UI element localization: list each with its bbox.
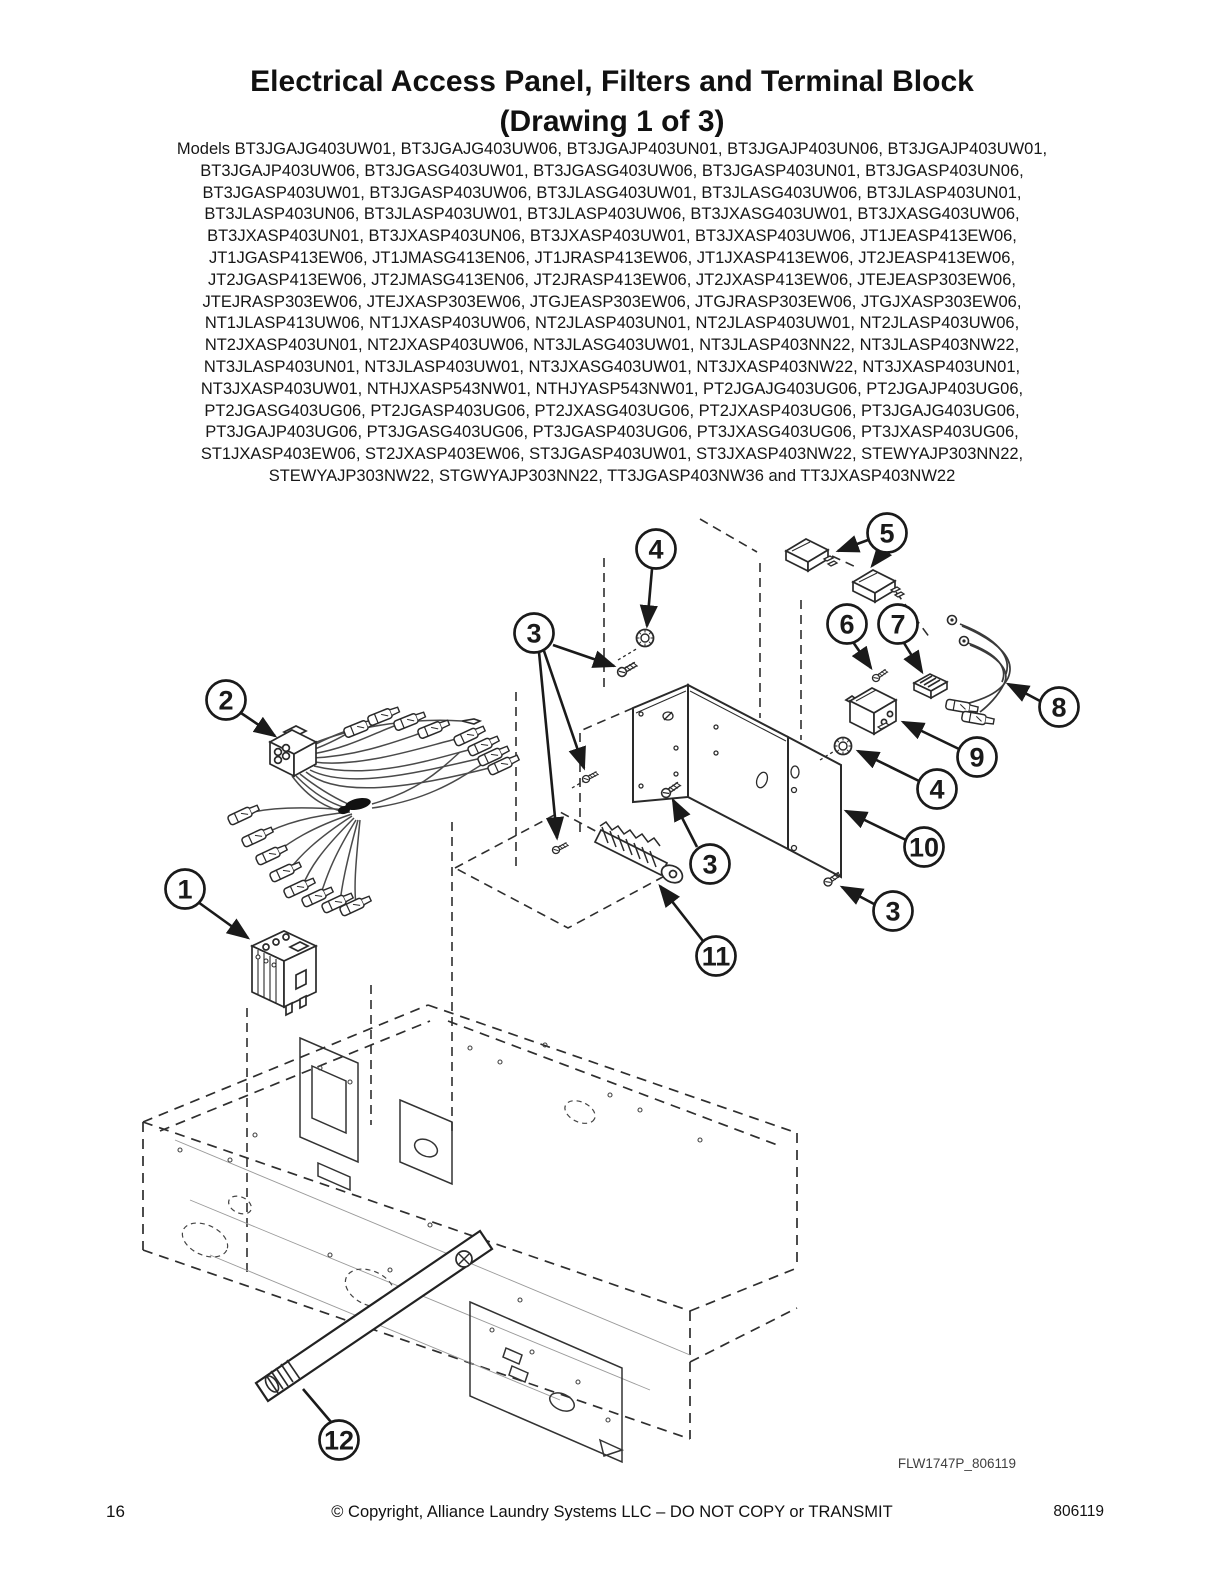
callout-7 xyxy=(879,605,918,644)
svg-text:3: 3 xyxy=(885,896,901,927)
svg-text:4: 4 xyxy=(929,774,945,805)
svg-text:10: 10 xyxy=(908,832,940,863)
jumper-wires-part xyxy=(945,616,1010,727)
power-cord-rod-part xyxy=(256,1231,492,1401)
svg-text:12: 12 xyxy=(323,1425,355,1456)
svg-text:4: 4 xyxy=(648,534,664,565)
title-line-1: Electrical Access Panel, Filters and Terminal Block xyxy=(250,65,974,98)
svg-text:7: 7 xyxy=(890,609,906,640)
models-line: NT2JXASP403UN01, NT2JXASP403UW06, NT3JLASG403UW01, NT3JLASP403NN22, NT3JLASP403NW22, xyxy=(204,336,1020,355)
models-line: JT2JGASP413EW06, JT2JMASG413EN06, JT2JRASP413EW06, JT2JXASP413EW06, JTEJEASP303EW06, xyxy=(208,270,1016,289)
models-line: BT3JXASP403UN01, BT3JXASP403UN06, BT3JXASP403UW01, BT3JXASP403UW06, JT1JEASP413EW06, xyxy=(207,227,1017,246)
harness-connector xyxy=(270,726,316,776)
models-line: JT1JGASP413EW06, JT1JMASG413EN06, JT1JRASP413EW06, JT1JXASP413EW06, JT2JEASP413EW06, xyxy=(208,248,1016,267)
svg-text:5: 5 xyxy=(879,518,895,549)
contactor-part xyxy=(252,931,316,1015)
svg-text:11: 11 xyxy=(701,941,731,972)
svg-text:9: 9 xyxy=(969,742,985,773)
callout-2 xyxy=(207,681,246,720)
callout-10 xyxy=(905,828,944,867)
line-filter-part-a xyxy=(786,539,837,571)
svg-text:3: 3 xyxy=(526,618,542,649)
models-line: JTEJRASP303EW06, JTEJXASP303EW06, JTGJEASP303EW06, JTGJRASP303EW06, JTGJXASP303EW06, xyxy=(202,292,1022,311)
svg-text:3: 3 xyxy=(702,849,718,880)
models-line: Models BT3JGAJG403UW01, BT3JGAJG403UW06, BT3JGAJP403UN01, BT3JGAJP403UN06, BT3JGAJP403UW01, xyxy=(176,140,1048,158)
wiring-harness-part xyxy=(227,705,520,917)
callout-6 xyxy=(828,605,867,644)
mounting-bracket-part xyxy=(633,685,841,877)
line-filter-part-b xyxy=(853,570,904,602)
svg-text:6: 6 xyxy=(839,609,855,640)
models-line: NT3JLASP403UN01, NT3JLASP403UW01, NT3JXASG403UW01, NT3JXASP403NW22, NT3JXASP403UN01, xyxy=(203,357,1021,376)
models-line: ST1JXASP403EW06, ST2JXASP403EW06, ST3JGASP403UW01, ST3JXASP403NW22, STEWYAJP303NN22, xyxy=(200,445,1024,464)
callout-4-top xyxy=(637,530,676,569)
models-line: BT3JGAJP403UW06, BT3JGASG403UW01, BT3JGASG403UW06, BT3JGASP403UN01, BT3JGASP403UN06, xyxy=(200,161,1024,180)
svg-text:2: 2 xyxy=(218,685,234,716)
emi-filter-part xyxy=(846,688,896,734)
callout-12 xyxy=(320,1421,359,1460)
terminal-block-part xyxy=(595,822,685,886)
svg-text:1: 1 xyxy=(177,874,193,905)
connector-block-part xyxy=(914,674,947,698)
callout-3-left xyxy=(515,614,554,653)
page-number: 16 xyxy=(106,1502,125,1521)
models-line: NT1JLASP413UW06, NT1JXASP403UW06, NT2JLASP403UN01, NT2JLASP403UW01, NT2JLASP403UW06, xyxy=(204,314,1020,333)
models-line: BT3JGASP403UW01, BT3JGASP403UW06, BT3JLASG403UW01, BT3JLASG403UW06, BT3JLASP403UN01, xyxy=(202,183,1022,202)
callout-5 xyxy=(868,514,907,553)
callout-11 xyxy=(697,937,736,976)
callout-3-bottom xyxy=(874,892,913,931)
models-line: PT2JGASG403UG06, PT2JGASP403UG06, PT2JXASG403UG06, PT2JXASP403UG06, PT3JGAJG403UG06, xyxy=(204,401,1020,420)
callout-1 xyxy=(166,870,205,909)
title-line-2: (Drawing 1 of 3) xyxy=(499,105,725,138)
models-line: BT3JLASP403UN06, BT3JLASP403UW01, BT3JLASP403UW06, BT3JXASG403UW01, BT3JXASG403UW06, xyxy=(204,205,1020,224)
cabinet-frame-interior xyxy=(175,1038,702,1462)
models-line: STEWYAJP303NW22, STGWYAJP303NN22, TT3JGASP403NW36 and TT3JXASP403NW22 xyxy=(268,466,956,485)
models-line: PT3JGAJP403UG06, PT3JGASG403UG06, PT3JGASP403UG06, PT3JXASG403UG06, PT3JXASP403UG06, xyxy=(205,423,1019,442)
callout-4-right xyxy=(918,770,957,809)
drawing-code-label: FLW1747P_806119 xyxy=(897,1456,1016,1471)
callout-8 xyxy=(1040,688,1079,727)
svg-text:8: 8 xyxy=(1051,692,1067,723)
models-line: NT3JXASP403UW01, NTHJXASP543NW01, NTHJYASP543NW01, PT2JGAJG403UG06, PT2JGAJP403UG06, xyxy=(200,379,1024,398)
copyright-notice: © Copyright, Alliance Laundry Systems LLC – DO NOT COPY or TRANSMIT xyxy=(331,1503,893,1521)
callout-3-middle xyxy=(691,845,730,884)
document-number: 806119 xyxy=(1053,1503,1104,1520)
callout-9 xyxy=(958,738,997,777)
